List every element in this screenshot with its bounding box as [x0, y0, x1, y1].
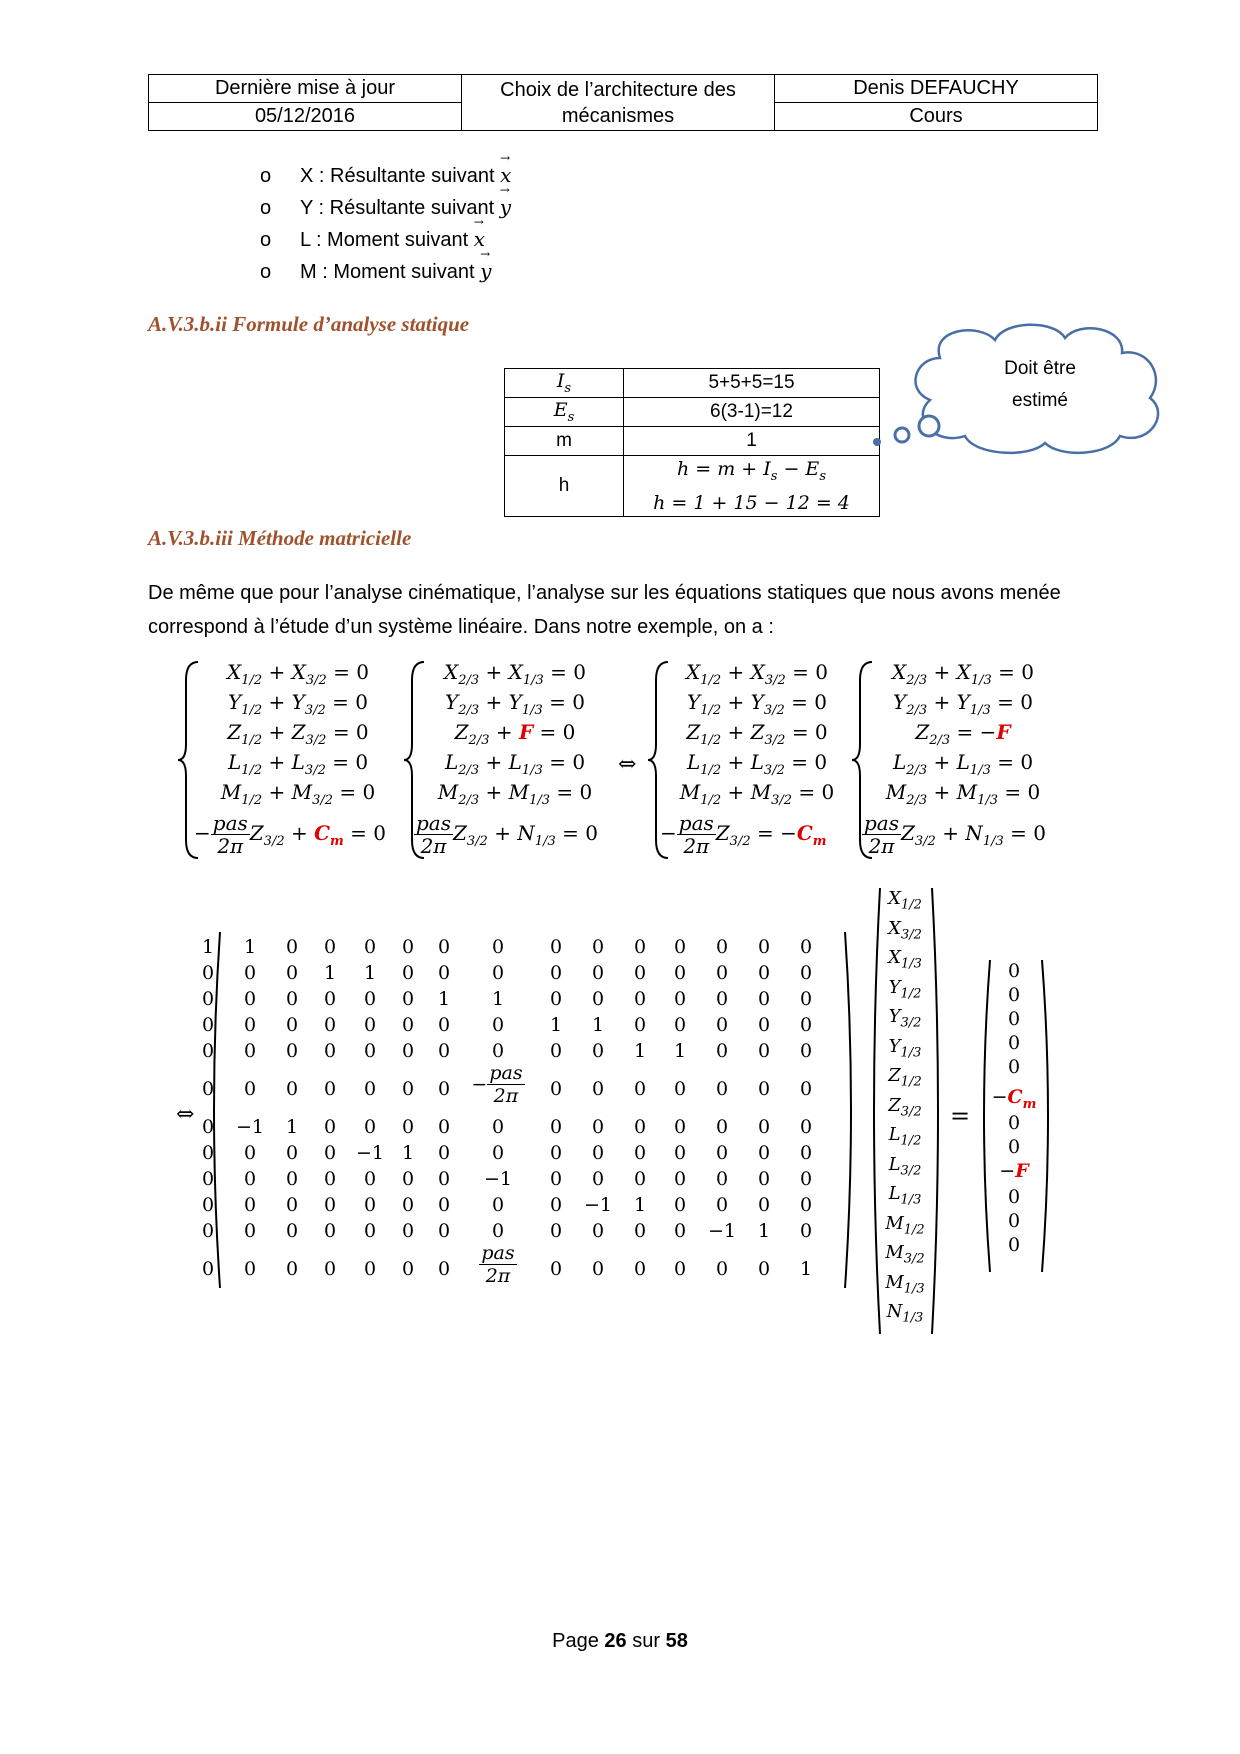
matrix-cell: 0: [243, 1168, 257, 1190]
matrix-cell: 0: [243, 1194, 257, 1216]
matrix-cell: 0: [201, 1142, 215, 1164]
matrix-cell: 0: [757, 1040, 771, 1062]
matrix-cell: 0: [201, 1168, 215, 1190]
matrix-cell: 1: [491, 988, 505, 1010]
section-heading-static-formula: A.V.3.b.ii Formule d’analyse statique: [148, 312, 470, 336]
matrix-cell: $\frac{\text{pas}}{2\pi}$: [481, 1242, 515, 1287]
matrix-cell: 0: [715, 1168, 729, 1190]
matrix-cell: 0: [323, 1142, 337, 1164]
matrix-cell: −1: [235, 1116, 264, 1138]
matrix-cell: −1: [707, 1220, 736, 1242]
matrix-cell: 0: [201, 1220, 215, 1242]
matrix-cell: 0: [363, 1194, 377, 1216]
matrix-cell: 0: [243, 1040, 257, 1062]
eq-3-5: $M_{1/2} + M_{3/2} = 0$: [679, 780, 835, 808]
bullet-item: o L : Moment suivant → x: [260, 227, 485, 252]
matrix-cell: 0: [491, 1040, 505, 1062]
matrix-cell: 0: [323, 1194, 337, 1216]
matrix-cell: 0: [401, 988, 415, 1010]
matrix-cell: 0: [715, 1014, 729, 1036]
matrix-cell: 0: [549, 1078, 563, 1100]
matrix-cell: 0: [201, 1014, 215, 1036]
unknown-cell: $Z_{3/2}$: [888, 1094, 922, 1120]
matrix-cell: 1: [799, 1258, 813, 1280]
eq-3-6: − $\frac{\text{pas}}{2\pi}$ $Z_{3/2} = -C_m$: [660, 811, 827, 858]
matrix-cell: 0: [757, 936, 771, 958]
author: Denis DEFAUCHY: [775, 75, 1098, 103]
thought-cloud: [860, 318, 1196, 456]
matrix-cell: 0: [673, 1116, 687, 1138]
matrix-cell: 0: [549, 1168, 563, 1190]
eq-1-4: $L_{1/2} + L_{3/2} = 0$: [227, 750, 369, 778]
matrix-cell: 0: [201, 1040, 215, 1062]
matrix-cell: 0: [715, 936, 729, 958]
matrix-cell: 1: [757, 1220, 771, 1242]
last-update-label: Dernière mise à jour: [149, 75, 462, 103]
matrix-cell: 1: [285, 1116, 299, 1138]
equivalence-sign-1: ⇔: [618, 752, 637, 777]
matrix-cell: 0: [799, 1014, 813, 1036]
page-total: 58: [665, 1630, 688, 1652]
matrix-cell: − $\frac{\text{pas}}{2\pi}$: [471, 1062, 523, 1107]
matrix-cell: 0: [799, 1220, 813, 1242]
matrix-cell: 0: [437, 1258, 451, 1280]
matrix-cell: 0: [673, 1220, 687, 1242]
section-heading-matrix-method: A.V.3.b.iii Méthode matricielle: [148, 526, 412, 550]
matrix-cell: 0: [715, 962, 729, 984]
unknown-cell: $N_{1/3}$: [886, 1301, 924, 1326]
matrix-cell: 0: [715, 1116, 729, 1138]
m-value: 1: [624, 427, 880, 456]
matrix-cell: 0: [285, 962, 299, 984]
matrix-cell: 0: [437, 1116, 451, 1138]
matrix-cell: 0: [591, 936, 605, 958]
unknown-cell: $X_{1/3}$: [888, 947, 922, 972]
matrix-cell: 1: [363, 962, 377, 984]
matrix-cell: 0: [549, 1040, 563, 1062]
matrix-cell: 0: [437, 1078, 451, 1100]
matrix-cell: 0: [591, 1040, 605, 1062]
matrix-cell: 0: [401, 936, 415, 958]
matrix-cell: 0: [591, 962, 605, 984]
matrix-cell: 0: [799, 1194, 813, 1216]
matrix-cell: 0: [549, 1116, 563, 1138]
matrix-cell: 0: [633, 962, 647, 984]
matrix-cell: 0: [437, 1220, 451, 1242]
unknown-cell: $Y_{1/2}$: [888, 976, 922, 1002]
matrix-cell: 0: [491, 1220, 505, 1242]
matrix-cell: 0: [285, 1220, 299, 1242]
matrix-cell: 1: [673, 1040, 687, 1062]
matrix-cell: 0: [323, 1014, 337, 1036]
matrix-cell: 0: [437, 936, 451, 958]
matrix-cell: 0: [549, 1142, 563, 1164]
eq-3-2: $Y_{1/2} + Y_{3/2} = 0$: [687, 690, 827, 718]
rhs-cell: 0: [1007, 960, 1021, 982]
matrix-cell: 1: [633, 1040, 647, 1062]
matrix-cell: −1: [483, 1168, 512, 1190]
eq-1-1: $X_{1/2} + X_{3/2} = 0$: [226, 660, 369, 688]
eq-2-6: $\frac{\text{pas}}{2\pi}$ $Z_{3/2} + N_{1/3} = 0$: [416, 811, 598, 858]
eq-1-3: $Z_{1/2} + Z_{3/2} = 0$: [227, 720, 369, 748]
matrix-cell: 0: [363, 1116, 377, 1138]
matrix-cell: 0: [757, 1168, 771, 1190]
matrix-cell: 0: [673, 1078, 687, 1100]
matrix-cell: 0: [323, 1258, 337, 1280]
document-title: [462, 75, 775, 131]
unknown-cell: $Y_{3/2}$: [888, 1006, 922, 1031]
unknown-cell: $X_{3/2}$: [888, 917, 922, 943]
matrix-cell: 0: [673, 1168, 687, 1190]
eq-4-4: $L_{2/3} + L_{1/3} = 0$: [892, 750, 1034, 778]
matrix-cell: 0: [673, 936, 687, 958]
eq-4-5: $M_{2/3} + M_{1/3} = 0$: [885, 780, 1041, 808]
matrix-cell: 0: [799, 962, 813, 984]
matrix-cell: 0: [243, 1142, 257, 1164]
matrix-right-paren: [843, 930, 859, 1290]
matrix-cell: 0: [491, 1014, 505, 1036]
matrix-cell: 0: [549, 1194, 563, 1216]
es-label: $E_s$: [505, 398, 624, 427]
matrix-cell: 0: [633, 1220, 647, 1242]
rhs-cell: 0: [1007, 1234, 1021, 1256]
matrix-cell: 0: [401, 1014, 415, 1036]
matrix-cell: 0: [715, 1142, 729, 1164]
matrix-cell: 0: [323, 1220, 337, 1242]
cloud-text-2: estimé: [1012, 390, 1068, 411]
matrix-cell: 0: [757, 988, 771, 1010]
unknown-cell: $X_{1/2}$: [888, 888, 922, 913]
matrix-cell: 0: [243, 988, 257, 1010]
rhs-cell: 0: [1007, 1056, 1021, 1078]
matrix-cell: 0: [715, 1078, 729, 1100]
matrix-cell: 0: [757, 1078, 771, 1100]
unknown-cell: $L_{3/2}$: [888, 1153, 922, 1179]
rhs-cell: 0: [1007, 984, 1021, 1006]
matrix-cell: 0: [591, 1258, 605, 1280]
matrix-cell: 0: [715, 1040, 729, 1062]
eq-4-2: $Y_{2/3} + Y_{1/3} = 0$: [893, 690, 1033, 718]
matrix-cell: 0: [633, 1014, 647, 1036]
matrix-cell: 0: [201, 1116, 215, 1138]
matrix-cell: 0: [437, 1194, 451, 1216]
matrix-cell: 0: [401, 1194, 415, 1216]
matrix-cell: 0: [243, 1258, 257, 1280]
matrix-cell: 0: [491, 962, 505, 984]
matrix-cell: 0: [243, 1220, 257, 1242]
unknown-cell: $Z_{1/2}$: [888, 1065, 922, 1090]
matrix-cell: 0: [401, 1258, 415, 1280]
matrix-cell: 0: [401, 1078, 415, 1100]
rhs-cell: 0: [1007, 1210, 1021, 1232]
matrix-cell: 0: [799, 1116, 813, 1138]
unknown-cell: $M_{1/3}$: [885, 1271, 925, 1297]
matrix-cell: 0: [591, 1168, 605, 1190]
header-table: [148, 74, 1098, 131]
matrix-cell: 0: [549, 962, 563, 984]
eq-2-2: $Y_{2/3} + Y_{1/3} = 0$: [445, 690, 585, 718]
matrix-cell: 0: [363, 1078, 377, 1100]
matrix-cell: 0: [363, 1168, 377, 1190]
matrix-cell: 0: [757, 1258, 771, 1280]
matrix-cell: 0: [715, 988, 729, 1010]
matrix-cell: 0: [243, 1078, 257, 1100]
matrix-cell: 0: [633, 936, 647, 958]
rhs-cell: 0: [1007, 1032, 1021, 1054]
matrix-cell: 0: [201, 1078, 215, 1100]
matrix-cell: 0: [491, 1116, 505, 1138]
matrix-cell: 0: [323, 1040, 337, 1062]
unknown-cell: $L_{1/3}$: [888, 1183, 922, 1208]
matrix-cell: 1: [323, 962, 337, 984]
matrix-cell: 1: [437, 988, 451, 1010]
bullet-item: o M : Moment suivant → y: [260, 259, 491, 284]
matrix-cell: 0: [363, 1014, 377, 1036]
matrix-cell: 0: [323, 1078, 337, 1100]
matrix-cell: 1: [549, 1014, 563, 1036]
matrix-cell: 1: [633, 1194, 647, 1216]
matrix-cell: 0: [201, 1194, 215, 1216]
eq-2-4: $L_{2/3} + L_{1/3} = 0$: [444, 750, 586, 778]
matrix-cell: 0: [285, 1168, 299, 1190]
matrix-cell: 0: [437, 1040, 451, 1062]
matrix-cell: 0: [549, 1258, 563, 1280]
is-label: $I_s$: [505, 369, 624, 398]
matrix-cell: 0: [673, 962, 687, 984]
update-date: 05/12/2016: [149, 103, 462, 131]
matrix-cell: 0: [363, 1040, 377, 1062]
unknown-cell: $M_{1/2}$: [885, 1212, 925, 1238]
eq-1-6: − $\frac{\text{pas}}{2\pi}$ $Z_{3/2} + C_m = 0$: [194, 811, 386, 858]
matrix-cell: 0: [285, 1194, 299, 1216]
eq-4-1: $X_{2/3} + X_{1/3} = 0$: [891, 660, 1034, 688]
matrix-cell: −1: [355, 1142, 384, 1164]
matrix-cell: 0: [437, 1142, 451, 1164]
matrix-cell: 0: [633, 1078, 647, 1100]
matrix-cell: 0: [285, 1142, 299, 1164]
matrix-cell: 0: [363, 1258, 377, 1280]
matrix-cell: 0: [757, 1142, 771, 1164]
eq-2-5: $M_{2/3} + M_{1/3} = 0$: [437, 780, 593, 808]
eq-2-1: $X_{2/3} + X_{1/3} = 0$: [443, 660, 586, 688]
matrix-cell: 0: [285, 1078, 299, 1100]
matrix-cell: 0: [243, 1014, 257, 1036]
matrix-cell: 0: [401, 1116, 415, 1138]
matrix-cell: 0: [591, 1142, 605, 1164]
matrix-cell: −1: [583, 1194, 612, 1216]
matrix-cell: 0: [401, 962, 415, 984]
unknown-cell: $L_{1/2}$: [888, 1124, 922, 1149]
matrix-cell: 1: [201, 936, 215, 958]
matrix-cell: 0: [437, 1014, 451, 1036]
intro-paragraph: De même que pour l’analyse cinématique, l’analyse sur les équations statiques que nous avons menée correspond à l’étude d’un système linéaire. Dans notre exemple, on a :: [148, 582, 1061, 638]
rhs-cell: 0: [1007, 1008, 1021, 1030]
eq-1-5: $M_{1/2} + M_{3/2} = 0$: [220, 780, 376, 808]
rhs-cell: 0: [1007, 1136, 1021, 1158]
bullet-item: o X : Résultante suivant → x: [260, 163, 511, 188]
matrix-cell: 1: [243, 936, 257, 958]
eq-1-2: $Y_{1/2} + Y_{3/2} = 0$: [228, 690, 368, 718]
matrix-cell: 0: [363, 936, 377, 958]
matrix-cell: 0: [591, 1078, 605, 1100]
matrix-cell: 0: [715, 1258, 729, 1280]
matrix-cell: 0: [591, 1116, 605, 1138]
matrix-cell: 0: [799, 1040, 813, 1062]
page-number: 26: [604, 1630, 627, 1652]
matrix-cell: 0: [757, 1116, 771, 1138]
matrix-cell: 0: [491, 1194, 505, 1216]
matrix-cell: 0: [401, 1220, 415, 1242]
matrix-cell: 0: [591, 1220, 605, 1242]
rhs-cell: 0: [1007, 1186, 1021, 1208]
matrix-cell: 0: [549, 988, 563, 1010]
title-line-2: mécanismes: [561, 105, 675, 127]
matrix-cell: 0: [633, 988, 647, 1010]
unknown-cell: $Y_{1/3}$: [888, 1035, 922, 1061]
matrix-cell: 0: [437, 1168, 451, 1190]
equals-sign: =: [950, 1102, 971, 1130]
matrix-cell: 0: [201, 1258, 215, 1280]
page-footer: Page 26 sur 58: [552, 1630, 688, 1652]
matrix-cell: 0: [633, 1258, 647, 1280]
bullet-item: o Y : Résultante suivant → y: [260, 195, 511, 220]
eq-3-4: $L_{1/2} + L_{3/2} = 0$: [686, 750, 828, 778]
eq-3-1: $X_{1/2} + X_{3/2} = 0$: [685, 660, 828, 688]
matrix-cell: 0: [799, 1168, 813, 1190]
matrix-cell: 0: [799, 936, 813, 958]
matrix-cell: 0: [285, 1258, 299, 1280]
doc-type: Cours: [775, 103, 1098, 131]
cloud-text-1: Doit être: [1004, 358, 1076, 379]
matrix-cell: 0: [491, 1142, 505, 1164]
matrix-cell: 0: [243, 962, 257, 984]
rhs-cell: −F: [999, 1160, 1029, 1182]
eq-2-3: $Z_{2/3} + F = 0$: [454, 720, 576, 748]
matrix-cell: 0: [363, 1220, 377, 1242]
matrix-cell: 0: [437, 962, 451, 984]
matrix-cell: 0: [549, 936, 563, 958]
matrix-cell: 0: [591, 988, 605, 1010]
matrix-cell: 0: [799, 1078, 813, 1100]
equivalence-sign-2: ⇔: [176, 1102, 195, 1127]
matrix-cell: 0: [633, 1142, 647, 1164]
matrix-cell: 0: [201, 962, 215, 984]
matrix-cell: 0: [757, 1194, 771, 1216]
matrix-cell: 0: [401, 1040, 415, 1062]
matrix-cell: 0: [201, 988, 215, 1010]
title-line-1: Choix de l’architecture des: [500, 79, 736, 101]
matrix-cell: 0: [323, 1168, 337, 1190]
matrix-cell: 0: [633, 1168, 647, 1190]
matrix-cell: 0: [363, 988, 377, 1010]
matrix-cell: 0: [799, 988, 813, 1010]
eq-4-3: $Z_{2/3} = -F$: [915, 720, 1011, 748]
rhs-cell: $-C_m$: [991, 1086, 1037, 1112]
matrix-cell: 0: [323, 936, 337, 958]
matrix-cell: 0: [401, 1168, 415, 1190]
matrix-cell: 0: [757, 962, 771, 984]
matrix-cell: 0: [673, 988, 687, 1010]
matrix-cell: 1: [401, 1142, 415, 1164]
matrix-cell: 0: [633, 1116, 647, 1138]
rhs-cell: 0: [1007, 1112, 1021, 1134]
matrix-cell: 0: [673, 1194, 687, 1216]
matrix-cell: 0: [323, 1116, 337, 1138]
eq-3-3: $Z_{1/2} + Z_{3/2} = 0$: [686, 720, 828, 748]
matrix-cell: 0: [491, 936, 505, 958]
matrix-cell: 0: [715, 1194, 729, 1216]
static-analysis-table: [504, 368, 880, 517]
matrix-cell: 0: [285, 936, 299, 958]
matrix-cell: 0: [757, 1014, 771, 1036]
matrix-cell: 0: [673, 1258, 687, 1280]
matrix-cell: 0: [549, 1220, 563, 1242]
matrix-cell: 0: [285, 1040, 299, 1062]
h-label: h: [505, 456, 624, 517]
matrix-cell: 0: [285, 988, 299, 1010]
matrix-cell: 0: [285, 1014, 299, 1036]
m-label: m: [505, 427, 624, 456]
eq-4-6: $\frac{\text{pas}}{2\pi}$ $Z_{3/2} + N_{1/3} = 0$: [864, 811, 1046, 858]
matrix-cell: 0: [799, 1142, 813, 1164]
matrix-cell: 0: [673, 1014, 687, 1036]
matrix-cell: 1: [591, 1014, 605, 1036]
matrix-cell: 0: [673, 1142, 687, 1164]
matrix-cell: 0: [323, 988, 337, 1010]
es-value: 6(3-1)=12: [624, 398, 880, 427]
is-value: 5+5+5=15: [624, 369, 880, 398]
cloud-shape: [860, 318, 1196, 456]
h-value: $h = m + I_s - E_s$ h = 1 + 15 − 12 = 4: [624, 456, 880, 517]
unknown-cell: $M_{3/2}$: [885, 1242, 925, 1267]
